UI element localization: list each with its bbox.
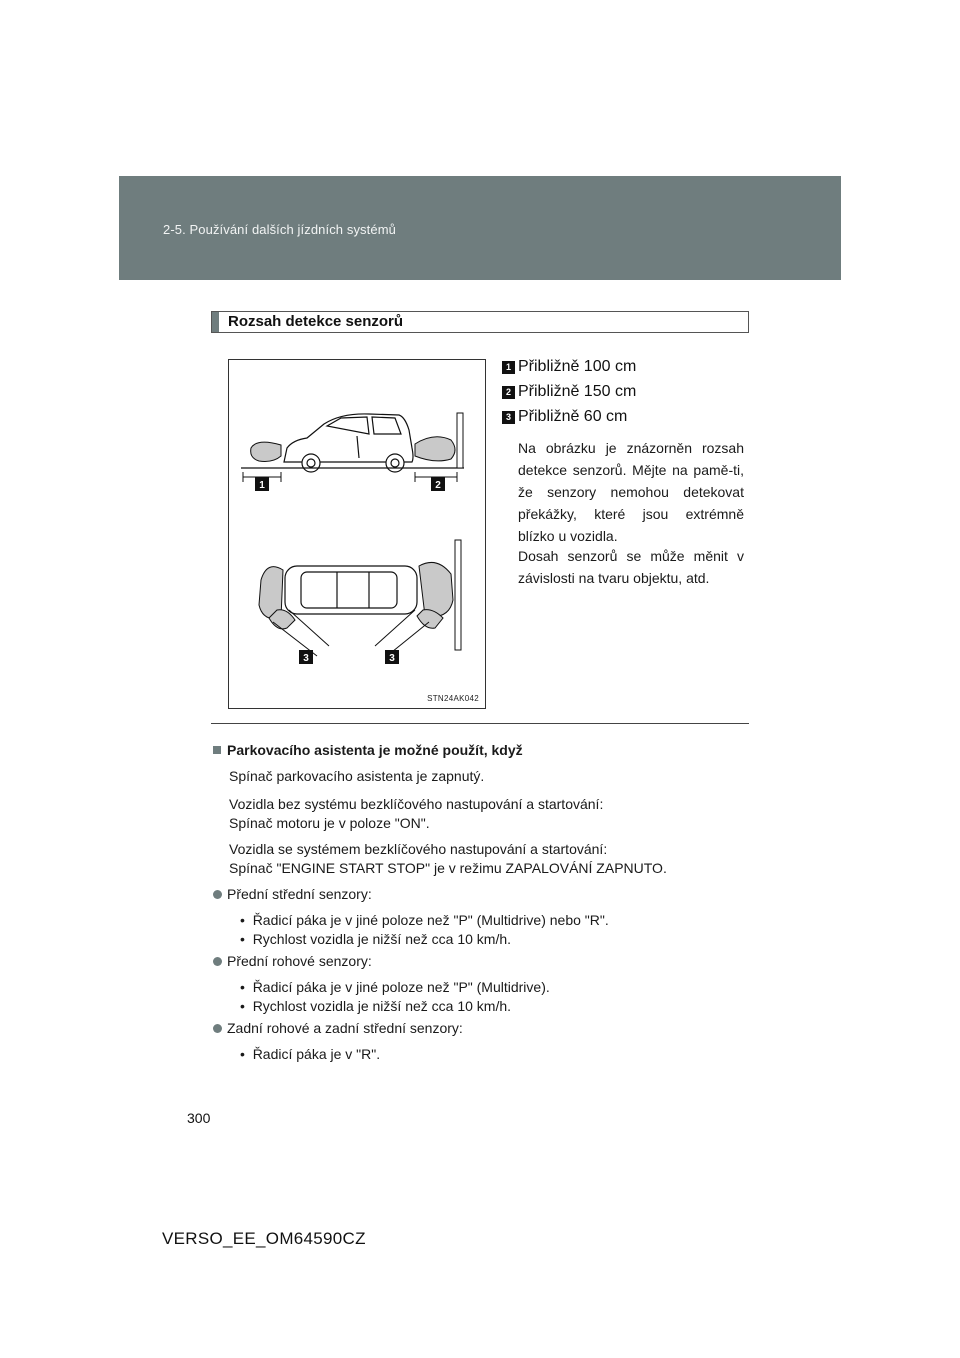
bullet-item: • Řadicí páka je v jiné poloze než "P" (Multidrive). xyxy=(240,979,550,995)
section-divider xyxy=(211,723,749,724)
circle-bullet-icon xyxy=(213,957,222,966)
note-paragraph-1: Na obrázku je znázorněn rozsah detekce senzorů. Mějte na pamě-ti, že senzory nemohou detekovat překážky, které jsou extrémně blízko u vozidla. xyxy=(518,440,744,544)
bullet-text: Řadicí páka je v jiné poloze než "P" (Multidrive) nebo "R". xyxy=(252,912,609,928)
body-line-1: Spínač parkovacího asistenta je zapnutý. xyxy=(229,768,485,784)
callout-2-label: 2 xyxy=(435,480,441,491)
group-title-rear: Zadní rohové a zadní střední senzory: xyxy=(227,1020,463,1036)
group-title-front-corner: Přední rohové senzory: xyxy=(227,953,372,969)
callout-1 xyxy=(255,477,269,491)
figure-code: STN24AK042 xyxy=(427,694,479,703)
body-line-4: Vozidla se systémem bezklíčového nastupování a startování: xyxy=(229,841,608,857)
callout-2 xyxy=(431,477,445,491)
side-obstacle-wall xyxy=(455,540,461,650)
bullet-item: • Rychlost vozidla je nižší než cca 10 km/h. xyxy=(240,998,512,1014)
front-corner-zone xyxy=(419,562,453,616)
bullet-item: • Řadicí páka je v jiné poloze než "P" (Multidrive) nebo "R". xyxy=(240,912,609,928)
callout-3-left xyxy=(299,650,313,664)
conditions-heading xyxy=(213,742,523,758)
legend-item-1 xyxy=(502,358,636,376)
bullet-text: Řadicí páka je v jiné poloze než "P" (Multidrive). xyxy=(252,979,550,995)
body-line-5: Spínač "ENGINE START STOP" je v režimu ZAPALOVÁNÍ ZAPNUTO. xyxy=(229,860,667,876)
callout-3-right xyxy=(385,650,399,664)
section-path: 2-5. Používání dalších jízdních systémů xyxy=(163,222,396,237)
sensor-range-figure xyxy=(228,359,486,709)
section-heading-bar xyxy=(211,311,749,333)
front-detection-zone xyxy=(415,437,455,461)
corner-dimension-lines xyxy=(273,610,429,656)
legend-item-3 xyxy=(502,408,627,426)
body-line-3: Spínač motoru je v poloze "ON". xyxy=(229,815,430,831)
group-front-center xyxy=(213,886,372,902)
legend-text-2: Přibližně 150 cm xyxy=(518,383,637,400)
square-bullet-icon xyxy=(213,746,221,754)
rear-detection-zone xyxy=(251,442,281,461)
bullet-text: Řadicí páka je v "R". xyxy=(252,1046,381,1062)
legend-badge-3: 3 xyxy=(502,411,515,424)
callout-1-label: 1 xyxy=(259,480,265,491)
legend-badge-2: 2 xyxy=(502,386,515,399)
front-obstacle-wall xyxy=(457,413,463,468)
body-line-2: Vozidla bez systému bezklíčového nastupování a startování: xyxy=(229,796,604,812)
legend-item-2 xyxy=(502,383,636,401)
group-rear xyxy=(213,1020,463,1036)
circle-bullet-icon xyxy=(213,1024,222,1033)
bullet-item: • Řadicí páka je v "R". xyxy=(240,1046,381,1062)
group-front-corner xyxy=(213,953,372,969)
bullet-item: • Rychlost vozidla je nižší než cca 10 km/h. xyxy=(240,931,512,947)
callout-3-left-label: 3 xyxy=(303,653,309,664)
bullet-text: Rychlost vozidla je nižší než cca 10 km/h. xyxy=(252,931,512,947)
legend-text-3: Přibližně 60 cm xyxy=(518,408,628,425)
legend-badge-1: 1 xyxy=(502,361,515,374)
bullet-text: Rychlost vozidla je nižší než cca 10 km/h. xyxy=(252,998,512,1014)
conditions-heading-text: Parkovacího asistenta je možné použít, když xyxy=(227,742,523,758)
circle-bullet-icon xyxy=(213,890,222,899)
section-title: Rozsah detekce senzorů xyxy=(228,313,404,330)
document-code: VERSO_EE_OM64590CZ xyxy=(162,1229,366,1248)
legend-text-1: Přibližně 100 cm xyxy=(518,358,637,375)
group-title-front-center: Přední střední senzory: xyxy=(227,886,372,902)
note-paragraph-2: Dosah senzorů se může měnit v závislosti na tvaru objektu, atd. xyxy=(518,548,744,586)
section-heading-tab xyxy=(212,312,219,332)
page-number: 300 xyxy=(187,1110,211,1126)
callout-3-right-label: 3 xyxy=(389,653,395,664)
car-side-view xyxy=(284,414,413,472)
car-top-view xyxy=(285,566,417,614)
sensor-range-illustration xyxy=(229,360,487,710)
